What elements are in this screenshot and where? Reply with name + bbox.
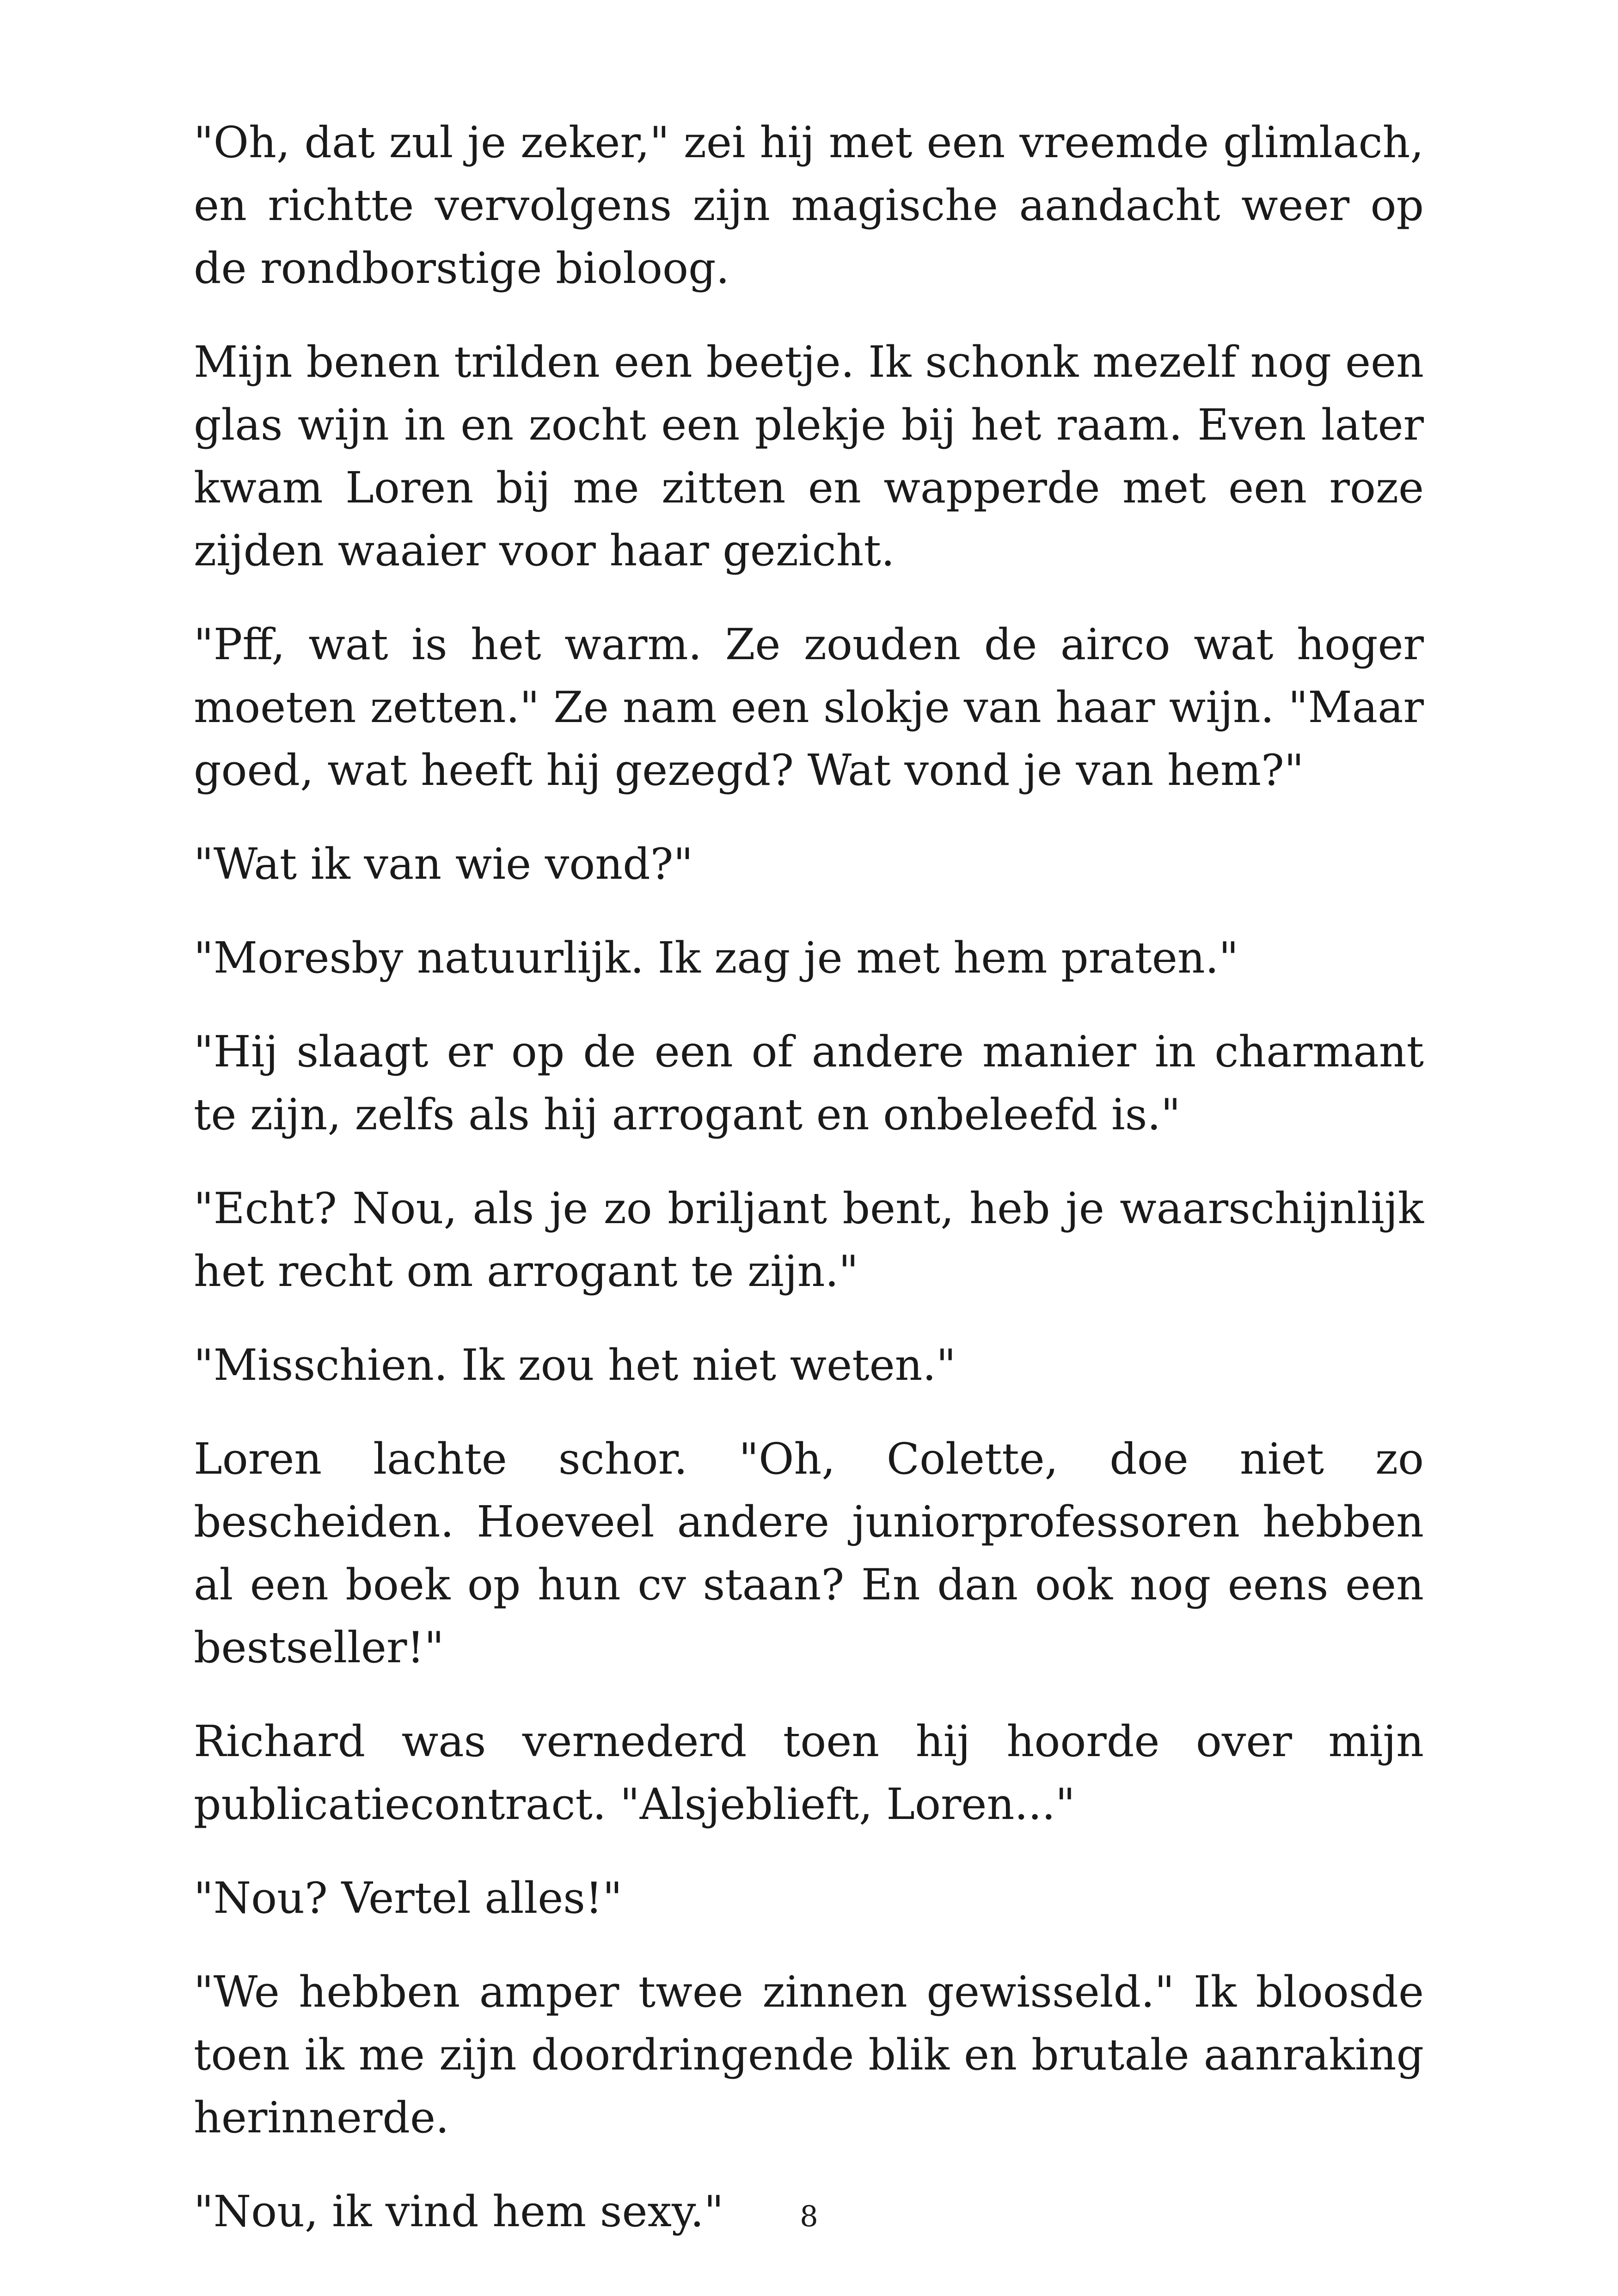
- paragraph-10: Richard was vernederd toen hij hoorde over mijn publicatiecontract. "Alsjeblieft, Loren...": [194, 1716, 1424, 1829]
- paragraph-8: "Misschien. Ik zou het niet weten.": [194, 1340, 956, 1390]
- paragraph-1: "Oh, dat zul je zeker," zei hij met een vreemde glimlach, en richtte vervolgens zijn magische aandacht weer op de rondborstige bioloog.: [194, 117, 1424, 293]
- paragraph-13: "Nou, ik vind hem sexy.": [194, 2186, 724, 2236]
- paragraph-7: "Echt? Nou, als je zo briljant bent, heb je waarschijnlijk het recht om arrogant te zijn.": [194, 1183, 1424, 1296]
- paragraph-6: "Hij slaagt er op de een of andere manier in charmant te zijn, zelfs als hij arrogant en onbeleefd is.": [194, 1027, 1424, 1139]
- body-text: [194, 111, 1424, 2243]
- paragraph-3: "Pff, wat is het warm. Ze zouden de airco wat hoger moeten zetten." Ze nam een slokje van haar wijn. "Maar goed, wat heeft hij gezegd? Wat vond je van hem?": [194, 619, 1424, 795]
- paragraph-12: "We hebben amper twee zinnen gewisseld." Ik bloosde toen ik me zijn doordringende blik en brutale aanraking herinnerde.: [194, 1967, 1424, 2143]
- paragraph-4: "Wat ik van wie vond?": [194, 839, 693, 889]
- paragraph-2: Mijn benen trilden een beetje. Ik schonk mezelf nog een glas wijn in en zocht een plekje bij het raam. Even later kwam Loren bij me zitten en wapperde met een roze zijden waaier voor haar gezicht.: [194, 337, 1424, 576]
- paragraph-9: Loren lachte schor. "Oh, Colette, doe niet zo bescheiden. Hoeveel andere juniorprofessoren hebben al een boek op hun cv staan? En dan ook nog eens een bestseller!": [194, 1434, 1424, 1672]
- paragraph-5: "Moresby natuurlijk. Ik zag je met hem praten.": [194, 933, 1239, 983]
- paragraph-11: "Nou? Vertel alles!": [194, 1873, 623, 1923]
- page-number: 8: [800, 2199, 818, 2233]
